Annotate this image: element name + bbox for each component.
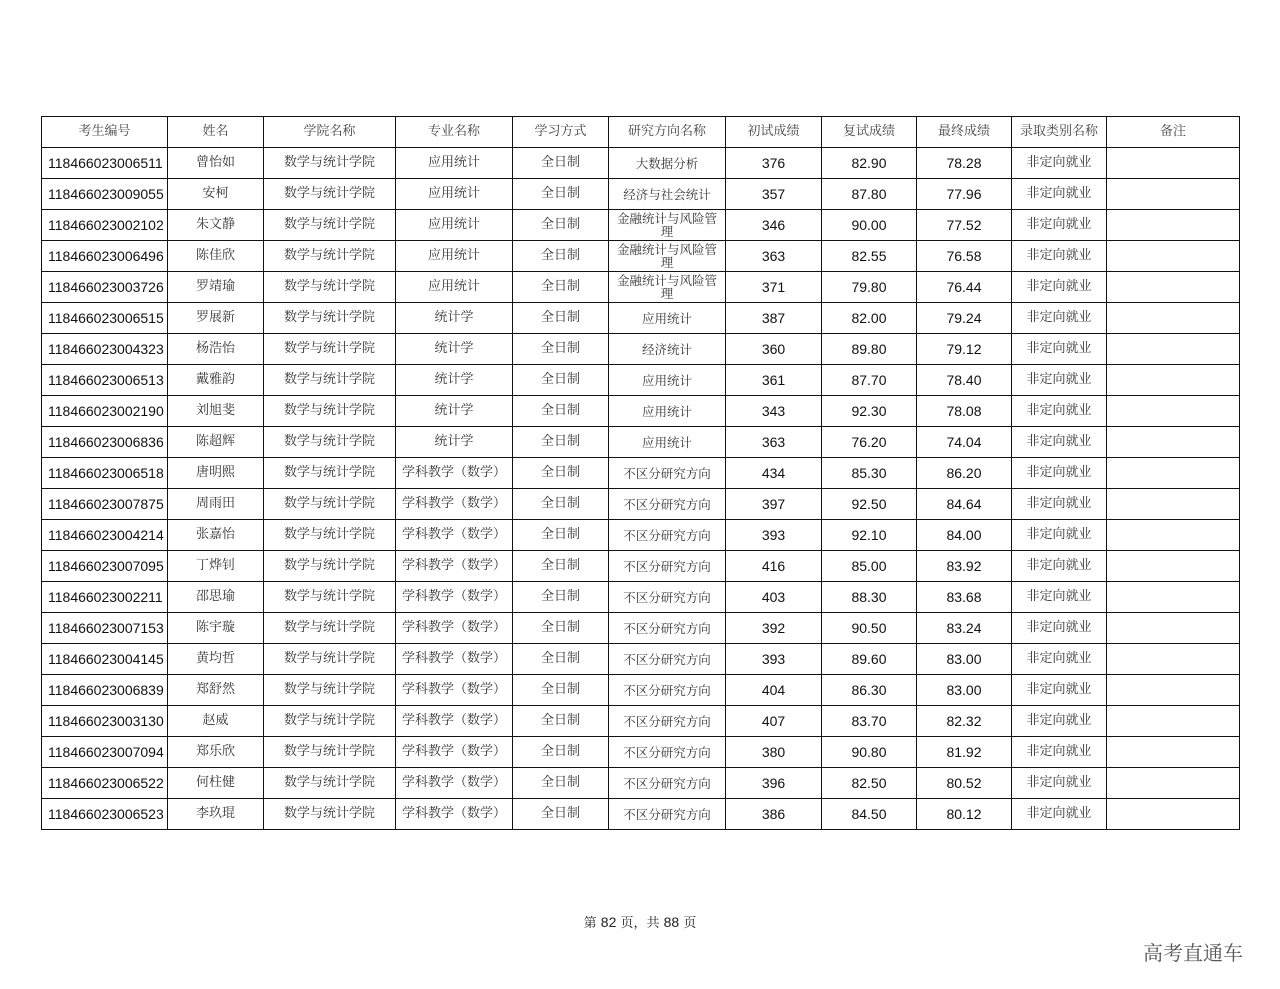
table-row xyxy=(42,458,1240,489)
cell-initial-score: 371 xyxy=(726,272,822,303)
cell-admission-type: 非定向就业 xyxy=(1012,644,1107,675)
cell-name: 戴雅韵 xyxy=(168,365,264,396)
cell-initial-score: 346 xyxy=(726,210,822,241)
table-row xyxy=(42,241,1240,272)
cell-initial-score: 434 xyxy=(726,458,822,489)
table-row xyxy=(42,489,1240,520)
cell-retest-score: 84.50 xyxy=(822,799,917,830)
cell-remarks xyxy=(1107,799,1240,830)
cell-remarks xyxy=(1107,365,1240,396)
cell-final-score: 81.92 xyxy=(917,737,1012,768)
cell-study-mode: 全日制 xyxy=(513,551,609,582)
admission-table xyxy=(41,116,1240,830)
cell-initial-score: 386 xyxy=(726,799,822,830)
cell-college: 数学与统计学院 xyxy=(264,334,396,365)
table-row xyxy=(42,737,1240,768)
header-admission-type: 录取类别名称 xyxy=(1012,117,1107,148)
cell-final-score: 77.96 xyxy=(917,179,1012,210)
cell-remarks xyxy=(1107,613,1240,644)
cell-candidate-id: 118466023006513 xyxy=(42,365,168,396)
cell-initial-score: 393 xyxy=(726,644,822,675)
header-research-direction: 研究方向名称 xyxy=(609,117,726,148)
footer-suffix: 页 xyxy=(679,916,697,931)
cell-remarks xyxy=(1107,551,1240,582)
cell-final-score: 79.24 xyxy=(917,303,1012,334)
cell-college: 数学与统计学院 xyxy=(264,582,396,613)
cell-final-score: 77.52 xyxy=(917,210,1012,241)
header-college: 学院名称 xyxy=(264,117,396,148)
cell-retest-score: 92.30 xyxy=(822,396,917,427)
cell-name: 周雨田 xyxy=(168,489,264,520)
current-page: 82 xyxy=(600,914,617,930)
cell-study-mode: 全日制 xyxy=(513,210,609,241)
cell-remarks xyxy=(1107,520,1240,551)
cell-initial-score: 376 xyxy=(726,148,822,179)
cell-college: 数学与统计学院 xyxy=(264,179,396,210)
cell-admission-type: 非定向就业 xyxy=(1012,737,1107,768)
cell-candidate-id: 118466023006522 xyxy=(42,768,168,799)
cell-major: 统计学 xyxy=(396,396,513,427)
cell-retest-score: 86.30 xyxy=(822,675,917,706)
header-candidate-id: 考生编号 xyxy=(42,117,168,148)
table-row xyxy=(42,148,1240,179)
cell-college: 数学与统计学院 xyxy=(264,799,396,830)
table-row xyxy=(42,427,1240,458)
cell-remarks xyxy=(1107,427,1240,458)
cell-research-direction: 不区分研究方向 xyxy=(609,675,726,706)
cell-initial-score: 363 xyxy=(726,427,822,458)
watermark: 高考直通车 xyxy=(1143,941,1243,965)
cell-admission-type: 非定向就业 xyxy=(1012,458,1107,489)
cell-major: 应用统计 xyxy=(396,272,513,303)
cell-name: 张嘉怡 xyxy=(168,520,264,551)
cell-remarks xyxy=(1107,582,1240,613)
table-row xyxy=(42,675,1240,706)
cell-research-direction: 不区分研究方向 xyxy=(609,613,726,644)
cell-research-direction: 金融统计与风险管理 xyxy=(609,241,726,272)
cell-admission-type: 非定向就业 xyxy=(1012,365,1107,396)
cell-initial-score: 361 xyxy=(726,365,822,396)
cell-research-direction: 不区分研究方向 xyxy=(609,582,726,613)
cell-name: 朱文静 xyxy=(168,210,264,241)
cell-remarks xyxy=(1107,334,1240,365)
cell-initial-score: 357 xyxy=(726,179,822,210)
cell-name: 唐明熙 xyxy=(168,458,264,489)
cell-college: 数学与统计学院 xyxy=(264,551,396,582)
table-row xyxy=(42,799,1240,830)
cell-research-direction: 不区分研究方向 xyxy=(609,458,726,489)
cell-initial-score: 393 xyxy=(726,520,822,551)
cell-candidate-id: 118466023006836 xyxy=(42,427,168,458)
cell-major: 学科教学（数学） xyxy=(396,520,513,551)
table-row xyxy=(42,644,1240,675)
header-study-mode: 学习方式 xyxy=(513,117,609,148)
cell-initial-score: 416 xyxy=(726,551,822,582)
table-body xyxy=(42,148,1240,830)
header-name: 姓名 xyxy=(168,117,264,148)
cell-candidate-id: 118466023006518 xyxy=(42,458,168,489)
cell-admission-type: 非定向就业 xyxy=(1012,706,1107,737)
cell-final-score: 82.32 xyxy=(917,706,1012,737)
cell-admission-type: 非定向就业 xyxy=(1012,799,1107,830)
cell-study-mode: 全日制 xyxy=(513,675,609,706)
cell-study-mode: 全日制 xyxy=(513,489,609,520)
cell-name: 赵威 xyxy=(168,706,264,737)
cell-admission-type: 非定向就业 xyxy=(1012,489,1107,520)
cell-name: 李玖琨 xyxy=(168,799,264,830)
cell-remarks xyxy=(1107,179,1240,210)
cell-name: 邵思瑜 xyxy=(168,582,264,613)
cell-major: 学科教学（数学） xyxy=(396,551,513,582)
cell-research-direction: 不区分研究方向 xyxy=(609,489,726,520)
cell-study-mode: 全日制 xyxy=(513,706,609,737)
cell-college: 数学与统计学院 xyxy=(264,303,396,334)
cell-retest-score: 82.55 xyxy=(822,241,917,272)
cell-major: 学科教学（数学） xyxy=(396,768,513,799)
cell-major: 应用统计 xyxy=(396,241,513,272)
table-header-row xyxy=(42,117,1240,148)
cell-research-direction: 经济与社会统计 xyxy=(609,179,726,210)
cell-major: 应用统计 xyxy=(396,210,513,241)
cell-final-score: 86.20 xyxy=(917,458,1012,489)
cell-college: 数学与统计学院 xyxy=(264,458,396,489)
cell-remarks xyxy=(1107,303,1240,334)
cell-retest-score: 82.50 xyxy=(822,768,917,799)
cell-college: 数学与统计学院 xyxy=(264,675,396,706)
table-row xyxy=(42,303,1240,334)
header-retest-score: 复试成绩 xyxy=(822,117,917,148)
cell-study-mode: 全日制 xyxy=(513,799,609,830)
cell-admission-type: 非定向就业 xyxy=(1012,179,1107,210)
cell-candidate-id: 118466023004323 xyxy=(42,334,168,365)
cell-remarks xyxy=(1107,675,1240,706)
table-row xyxy=(42,520,1240,551)
cell-research-direction: 经济统计 xyxy=(609,334,726,365)
cell-candidate-id: 118466023002211 xyxy=(42,582,168,613)
cell-college: 数学与统计学院 xyxy=(264,396,396,427)
cell-college: 数学与统计学院 xyxy=(264,613,396,644)
cell-retest-score: 85.00 xyxy=(822,551,917,582)
cell-admission-type: 非定向就业 xyxy=(1012,613,1107,644)
table-row xyxy=(42,768,1240,799)
cell-retest-score: 82.00 xyxy=(822,303,917,334)
cell-college: 数学与统计学院 xyxy=(264,706,396,737)
cell-study-mode: 全日制 xyxy=(513,334,609,365)
cell-candidate-id: 118466023006511 xyxy=(42,148,168,179)
cell-research-direction: 不区分研究方向 xyxy=(609,644,726,675)
cell-college: 数学与统计学院 xyxy=(264,210,396,241)
cell-candidate-id: 118466023006515 xyxy=(42,303,168,334)
cell-name: 曾怡如 xyxy=(168,148,264,179)
cell-initial-score: 403 xyxy=(726,582,822,613)
cell-name: 陈超辉 xyxy=(168,427,264,458)
cell-research-direction: 不区分研究方向 xyxy=(609,706,726,737)
cell-college: 数学与统计学院 xyxy=(264,427,396,458)
cell-college: 数学与统计学院 xyxy=(264,241,396,272)
cell-admission-type: 非定向就业 xyxy=(1012,520,1107,551)
cell-research-direction: 大数据分析 xyxy=(609,148,726,179)
cell-research-direction: 金融统计与风险管理 xyxy=(609,272,726,303)
cell-retest-score: 92.10 xyxy=(822,520,917,551)
cell-initial-score: 396 xyxy=(726,768,822,799)
cell-name: 黄均哲 xyxy=(168,644,264,675)
cell-final-score: 78.28 xyxy=(917,148,1012,179)
cell-admission-type: 非定向就业 xyxy=(1012,148,1107,179)
total-pages: 88 xyxy=(663,914,680,930)
cell-name: 杨浩怡 xyxy=(168,334,264,365)
cell-admission-type: 非定向就业 xyxy=(1012,768,1107,799)
cell-college: 数学与统计学院 xyxy=(264,737,396,768)
cell-major: 统计学 xyxy=(396,365,513,396)
cell-major: 学科教学（数学） xyxy=(396,799,513,830)
cell-major: 学科教学（数学） xyxy=(396,582,513,613)
cell-name: 陈佳欣 xyxy=(168,241,264,272)
cell-candidate-id: 118466023003130 xyxy=(42,706,168,737)
table-row xyxy=(42,365,1240,396)
cell-research-direction: 不区分研究方向 xyxy=(609,768,726,799)
cell-remarks xyxy=(1107,396,1240,427)
cell-candidate-id: 118466023007095 xyxy=(42,551,168,582)
cell-research-direction: 金融统计与风险管理 xyxy=(609,210,726,241)
cell-research-direction: 应用统计 xyxy=(609,365,726,396)
cell-initial-score: 380 xyxy=(726,737,822,768)
cell-final-score: 74.04 xyxy=(917,427,1012,458)
cell-study-mode: 全日制 xyxy=(513,365,609,396)
cell-candidate-id: 118466023004214 xyxy=(42,520,168,551)
cell-major: 学科教学（数学） xyxy=(396,706,513,737)
cell-college: 数学与统计学院 xyxy=(264,644,396,675)
cell-name: 郑乐欣 xyxy=(168,737,264,768)
cell-retest-score: 79.80 xyxy=(822,272,917,303)
cell-retest-score: 90.00 xyxy=(822,210,917,241)
cell-major: 学科教学（数学） xyxy=(396,644,513,675)
footer-prefix: 第 xyxy=(583,916,601,931)
cell-remarks xyxy=(1107,458,1240,489)
cell-study-mode: 全日制 xyxy=(513,272,609,303)
cell-retest-score: 83.70 xyxy=(822,706,917,737)
cell-initial-score: 363 xyxy=(726,241,822,272)
cell-remarks xyxy=(1107,148,1240,179)
cell-research-direction: 不区分研究方向 xyxy=(609,520,726,551)
cell-name: 丁烨钊 xyxy=(168,551,264,582)
cell-research-direction: 应用统计 xyxy=(609,396,726,427)
cell-final-score: 83.24 xyxy=(917,613,1012,644)
cell-initial-score: 387 xyxy=(726,303,822,334)
cell-candidate-id: 118466023002190 xyxy=(42,396,168,427)
cell-remarks xyxy=(1107,272,1240,303)
cell-admission-type: 非定向就业 xyxy=(1012,396,1107,427)
cell-college: 数学与统计学院 xyxy=(264,148,396,179)
cell-retest-score: 88.30 xyxy=(822,582,917,613)
cell-admission-type: 非定向就业 xyxy=(1012,675,1107,706)
cell-study-mode: 全日制 xyxy=(513,241,609,272)
cell-major: 学科教学（数学） xyxy=(396,489,513,520)
cell-retest-score: 89.80 xyxy=(822,334,917,365)
cell-retest-score: 85.30 xyxy=(822,458,917,489)
cell-major: 统计学 xyxy=(396,427,513,458)
cell-retest-score: 90.80 xyxy=(822,737,917,768)
cell-study-mode: 全日制 xyxy=(513,148,609,179)
cell-name: 安柯 xyxy=(168,179,264,210)
cell-candidate-id: 118466023009055 xyxy=(42,179,168,210)
cell-name: 罗靖瑜 xyxy=(168,272,264,303)
cell-remarks xyxy=(1107,768,1240,799)
page-footer xyxy=(0,912,1280,931)
cell-retest-score: 89.60 xyxy=(822,644,917,675)
cell-initial-score: 343 xyxy=(726,396,822,427)
cell-name: 罗展新 xyxy=(168,303,264,334)
header-initial-score: 初试成绩 xyxy=(726,117,822,148)
cell-research-direction: 不区分研究方向 xyxy=(609,799,726,830)
cell-study-mode: 全日制 xyxy=(513,179,609,210)
cell-major: 应用统计 xyxy=(396,148,513,179)
cell-name: 郑舒然 xyxy=(168,675,264,706)
cell-remarks xyxy=(1107,210,1240,241)
cell-study-mode: 全日制 xyxy=(513,613,609,644)
cell-initial-score: 360 xyxy=(726,334,822,365)
cell-college: 数学与统计学院 xyxy=(264,365,396,396)
cell-admission-type: 非定向就业 xyxy=(1012,551,1107,582)
cell-college: 数学与统计学院 xyxy=(264,520,396,551)
cell-study-mode: 全日制 xyxy=(513,427,609,458)
cell-candidate-id: 118466023003726 xyxy=(42,272,168,303)
cell-final-score: 78.40 xyxy=(917,365,1012,396)
cell-admission-type: 非定向就业 xyxy=(1012,303,1107,334)
cell-final-score: 79.12 xyxy=(917,334,1012,365)
cell-retest-score: 87.70 xyxy=(822,365,917,396)
table-row xyxy=(42,613,1240,644)
cell-candidate-id: 118466023006496 xyxy=(42,241,168,272)
cell-study-mode: 全日制 xyxy=(513,768,609,799)
cell-final-score: 76.44 xyxy=(917,272,1012,303)
cell-final-score: 80.52 xyxy=(917,768,1012,799)
table-row xyxy=(42,582,1240,613)
cell-major: 学科教学（数学） xyxy=(396,613,513,644)
table-row xyxy=(42,210,1240,241)
cell-initial-score: 392 xyxy=(726,613,822,644)
cell-final-score: 78.08 xyxy=(917,396,1012,427)
cell-major: 应用统计 xyxy=(396,179,513,210)
cell-research-direction: 应用统计 xyxy=(609,303,726,334)
cell-final-score: 80.12 xyxy=(917,799,1012,830)
cell-major: 统计学 xyxy=(396,303,513,334)
cell-admission-type: 非定向就业 xyxy=(1012,210,1107,241)
cell-final-score: 83.92 xyxy=(917,551,1012,582)
cell-admission-type: 非定向就业 xyxy=(1012,272,1107,303)
cell-college: 数学与统计学院 xyxy=(264,272,396,303)
cell-major: 学科教学（数学） xyxy=(396,458,513,489)
cell-study-mode: 全日制 xyxy=(513,458,609,489)
cell-retest-score: 90.50 xyxy=(822,613,917,644)
cell-candidate-id: 118466023006523 xyxy=(42,799,168,830)
table-row xyxy=(42,179,1240,210)
header-major: 专业名称 xyxy=(396,117,513,148)
cell-major: 学科教学（数学） xyxy=(396,737,513,768)
cell-admission-type: 非定向就业 xyxy=(1012,334,1107,365)
cell-name: 刘旭斐 xyxy=(168,396,264,427)
cell-research-direction: 不区分研究方向 xyxy=(609,737,726,768)
table-row xyxy=(42,551,1240,582)
table-row xyxy=(42,272,1240,303)
cell-final-score: 83.00 xyxy=(917,644,1012,675)
cell-major: 统计学 xyxy=(396,334,513,365)
cell-study-mode: 全日制 xyxy=(513,396,609,427)
cell-final-score: 83.68 xyxy=(917,582,1012,613)
cell-remarks xyxy=(1107,737,1240,768)
cell-college: 数学与统计学院 xyxy=(264,768,396,799)
header-final-score: 最终成绩 xyxy=(917,117,1012,148)
header-remarks: 备注 xyxy=(1107,117,1240,148)
cell-admission-type: 非定向就业 xyxy=(1012,582,1107,613)
cell-retest-score: 82.90 xyxy=(822,148,917,179)
cell-research-direction: 不区分研究方向 xyxy=(609,551,726,582)
cell-initial-score: 404 xyxy=(726,675,822,706)
cell-study-mode: 全日制 xyxy=(513,303,609,334)
cell-name: 何柱健 xyxy=(168,768,264,799)
footer-middle: 页，共 xyxy=(616,916,664,931)
cell-study-mode: 全日制 xyxy=(513,582,609,613)
cell-research-direction: 应用统计 xyxy=(609,427,726,458)
cell-retest-score: 76.20 xyxy=(822,427,917,458)
cell-remarks xyxy=(1107,644,1240,675)
cell-study-mode: 全日制 xyxy=(513,644,609,675)
cell-initial-score: 397 xyxy=(726,489,822,520)
cell-initial-score: 407 xyxy=(726,706,822,737)
cell-final-score: 84.64 xyxy=(917,489,1012,520)
table-row xyxy=(42,334,1240,365)
cell-candidate-id: 118466023004145 xyxy=(42,644,168,675)
cell-retest-score: 92.50 xyxy=(822,489,917,520)
cell-admission-type: 非定向就业 xyxy=(1012,427,1107,458)
cell-college: 数学与统计学院 xyxy=(264,489,396,520)
cell-study-mode: 全日制 xyxy=(513,520,609,551)
cell-name: 陈宇璇 xyxy=(168,613,264,644)
cell-candidate-id: 118466023007094 xyxy=(42,737,168,768)
cell-final-score: 76.58 xyxy=(917,241,1012,272)
table-row xyxy=(42,706,1240,737)
cell-final-score: 84.00 xyxy=(917,520,1012,551)
cell-remarks xyxy=(1107,706,1240,737)
cell-candidate-id: 118466023002102 xyxy=(42,210,168,241)
cell-retest-score: 87.80 xyxy=(822,179,917,210)
cell-remarks xyxy=(1107,489,1240,520)
cell-candidate-id: 118466023006839 xyxy=(42,675,168,706)
cell-major: 学科教学（数学） xyxy=(396,675,513,706)
cell-candidate-id: 118466023007153 xyxy=(42,613,168,644)
cell-candidate-id: 118466023007875 xyxy=(42,489,168,520)
cell-final-score: 83.00 xyxy=(917,675,1012,706)
cell-study-mode: 全日制 xyxy=(513,737,609,768)
cell-remarks xyxy=(1107,241,1240,272)
cell-admission-type: 非定向就业 xyxy=(1012,241,1107,272)
table-row xyxy=(42,396,1240,427)
